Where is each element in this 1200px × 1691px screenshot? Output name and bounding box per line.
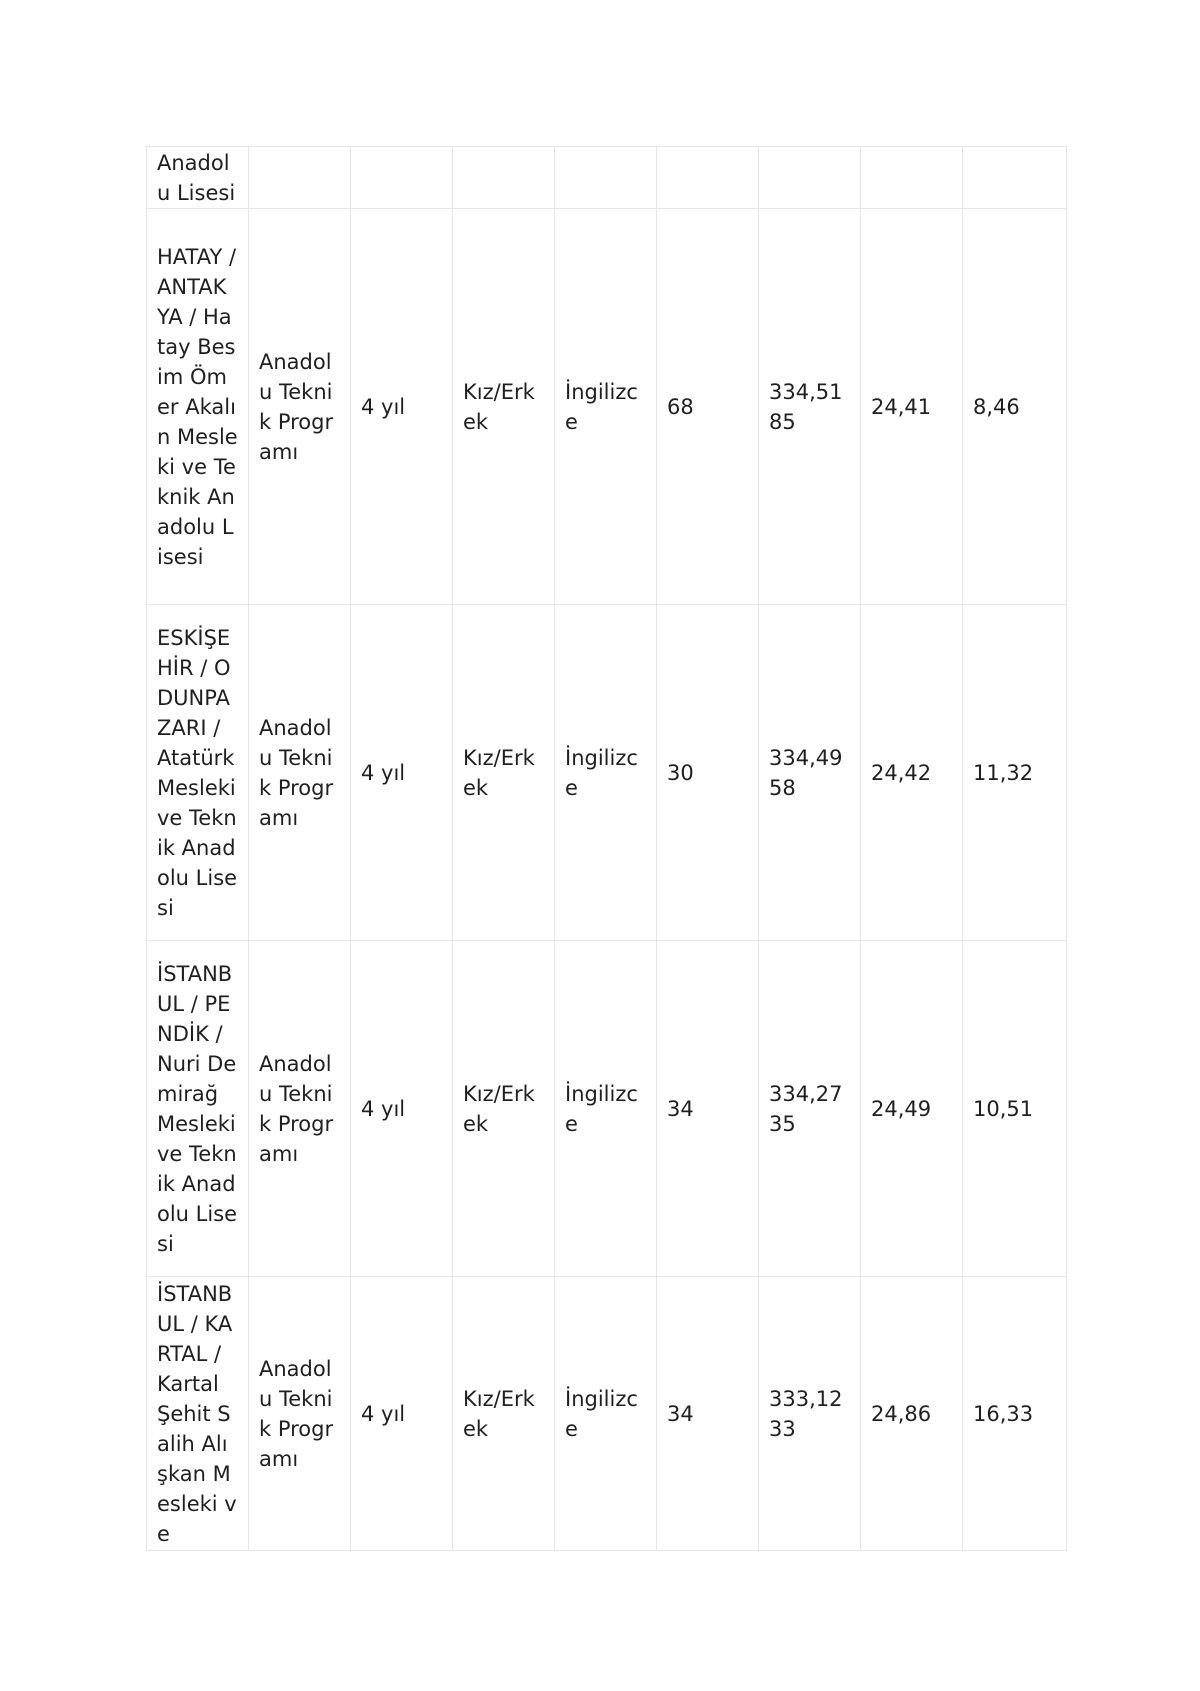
duration-cell: 4 yıl — [351, 941, 453, 1277]
program-cell: Anadolu Teknik Programı — [249, 941, 351, 1277]
percentile-cell: 24,49 — [861, 941, 963, 1277]
duration-cell: 4 yıl — [351, 1277, 453, 1551]
language-cell: İngilizce — [555, 1277, 657, 1551]
duration-cell — [351, 147, 453, 209]
extra-value-cell: 8,46 — [963, 209, 1067, 605]
gender-cell: Kız/Erkek — [453, 209, 555, 605]
percentile-cell: 24,86 — [861, 1277, 963, 1551]
score-cell: 333,1233 — [759, 1277, 861, 1551]
score-cell — [759, 147, 861, 209]
gender-cell: Kız/Erkek — [453, 1277, 555, 1551]
percentile-cell — [861, 147, 963, 209]
table-row — [147, 1277, 1067, 1551]
school-name-cell: Anadolu Lisesi — [147, 147, 249, 209]
table-row — [147, 209, 1067, 605]
school-name-cell: ESKİŞEHİR / ODUNPAZARI / Atatürk Mesleki ve Teknik Anadolu Lisesi — [147, 605, 249, 941]
program-cell: Anadolu Teknik Programı — [249, 209, 351, 605]
quota-cell — [657, 147, 759, 209]
percentile-cell: 24,42 — [861, 605, 963, 941]
quota-cell: 30 — [657, 605, 759, 941]
score-cell: 334,2735 — [759, 941, 861, 1277]
language-cell — [555, 147, 657, 209]
gender-cell: Kız/Erkek — [453, 605, 555, 941]
school-name-cell: İSTANBUL / PENDİK / Nuri Demirağ Mesleki ve Teknik Anadolu Lisesi — [147, 941, 249, 1277]
program-cell — [249, 147, 351, 209]
school-table — [146, 146, 1067, 1551]
gender-cell: Kız/Erkek — [453, 941, 555, 1277]
table-row — [147, 605, 1067, 941]
extra-value-cell: 16,33 — [963, 1277, 1067, 1551]
school-name-cell: İSTANBUL / KARTAL / Kartal Şehit Salih Alışkan Mesleki ve — [147, 1277, 249, 1551]
language-cell: İngilizce — [555, 209, 657, 605]
score-cell: 334,5185 — [759, 209, 861, 605]
gender-cell — [453, 147, 555, 209]
score-cell: 334,4958 — [759, 605, 861, 941]
table-row — [147, 941, 1067, 1277]
extra-value-cell: 10,51 — [963, 941, 1067, 1277]
extra-value-cell — [963, 147, 1067, 209]
school-name-cell: HATAY / ANTAKYA / Hatay Besim Ömer Akalın Mesleki ve Teknik Anadolu Lisesi — [147, 209, 249, 605]
quota-cell: 68 — [657, 209, 759, 605]
quota-cell: 34 — [657, 941, 759, 1277]
quota-cell: 34 — [657, 1277, 759, 1551]
program-cell: Anadolu Teknik Programı — [249, 605, 351, 941]
duration-cell: 4 yıl — [351, 605, 453, 941]
percentile-cell: 24,41 — [861, 209, 963, 605]
program-cell: Anadolu Teknik Programı — [249, 1277, 351, 1551]
language-cell: İngilizce — [555, 941, 657, 1277]
duration-cell: 4 yıl — [351, 209, 453, 605]
table-row — [147, 147, 1067, 209]
extra-value-cell: 11,32 — [963, 605, 1067, 941]
language-cell: İngilizce — [555, 605, 657, 941]
